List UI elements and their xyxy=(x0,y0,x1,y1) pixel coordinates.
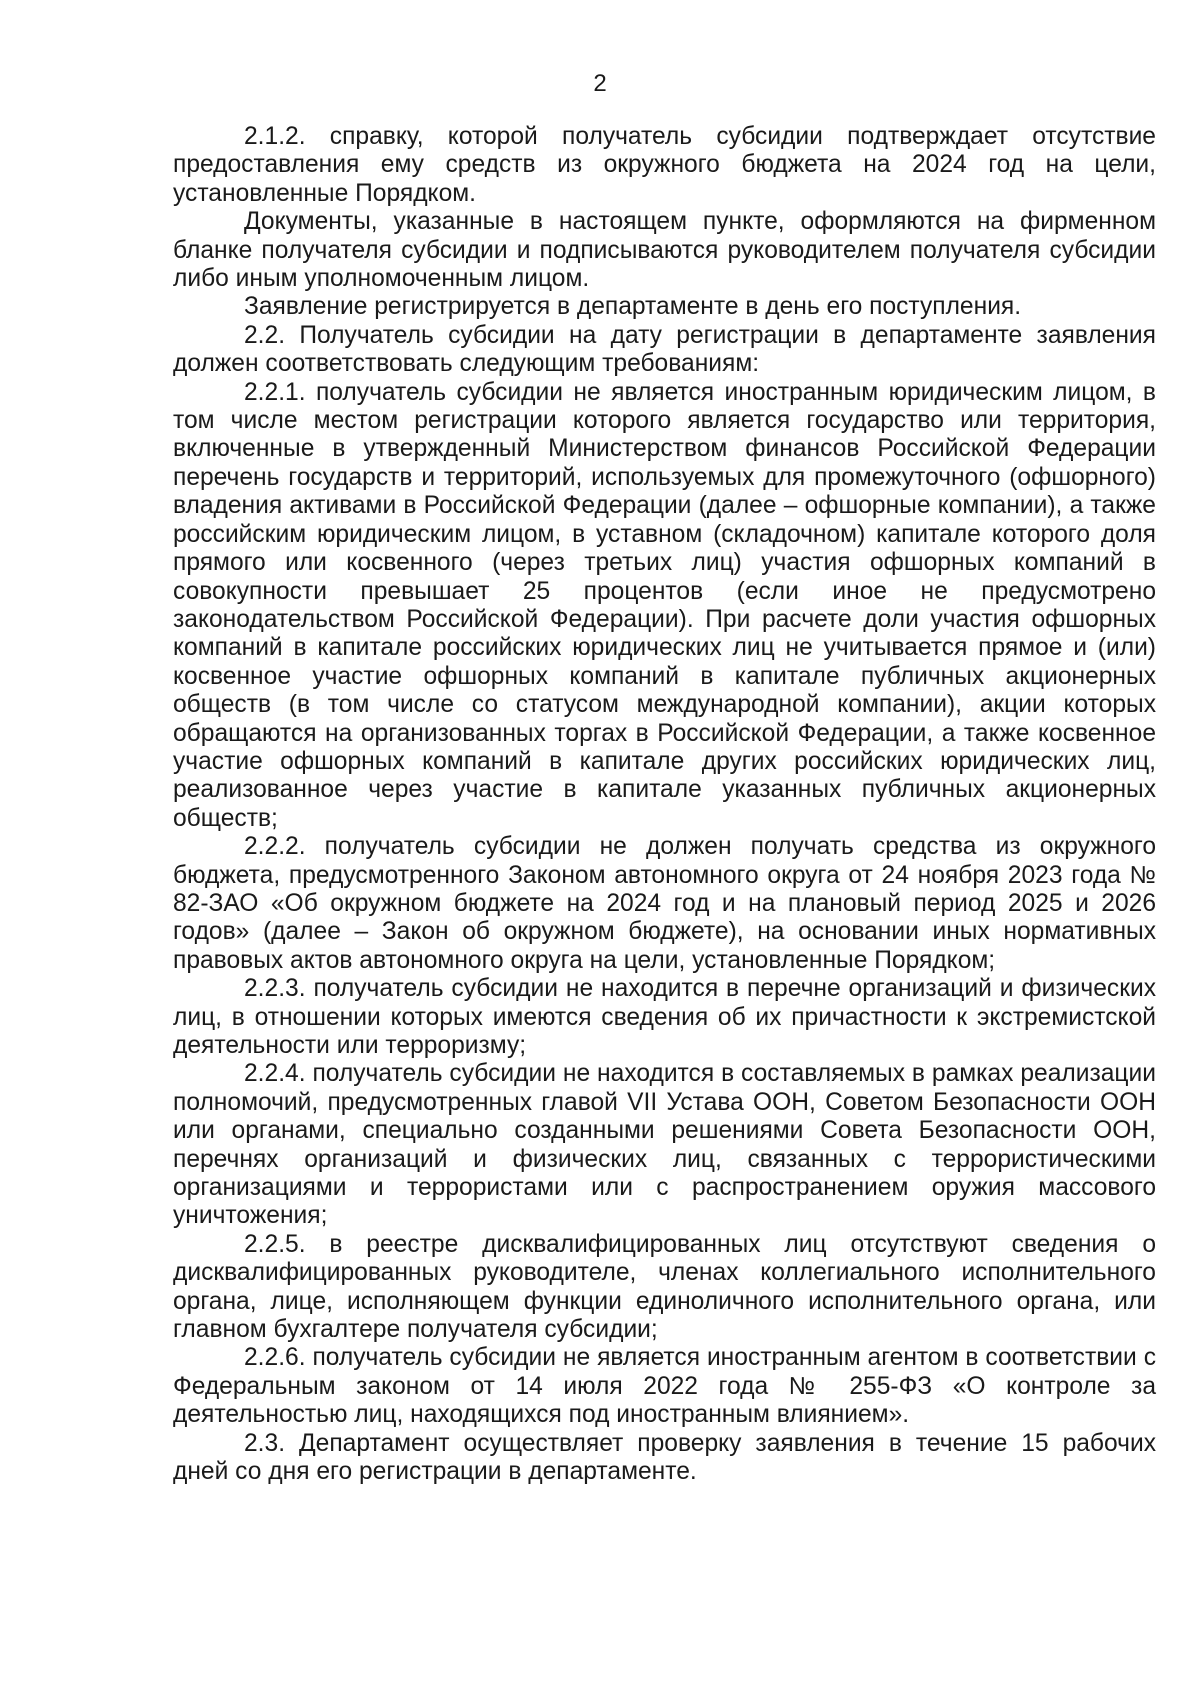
document-body xyxy=(173,123,1156,1487)
paragraph-2-2-6: 2.2.6. получатель субсидии не является иностранным агентом в соответствии с Федеральным законом от 14 июля 2022 года № 255-ФЗ «О контроле за деятельностью лиц, находящихся под иностранным влиянием». xyxy=(173,1344,1156,1429)
paragraph-2-2: 2.2. Получатель субсидии на дату регистрации в департаменте заявления должен соответствовать следующим требованиям: xyxy=(173,321,1156,378)
paragraph-2-3: 2.3. Департамент осуществляет проверку заявления в течение 15 рабочих дней со дня его регистрации в департаменте. xyxy=(173,1429,1156,1486)
paragraph-2-2-1: 2.2.1. получатель субсидии не является иностранным юридическим лицом, в том числе местом регистрации которого является государство или территория, включенные в утвержденный Министерством финансов Российской Федерации перечень государств и территорий, используемых для промежуточного (офшорного) владения активами в Российской Федерации (далее – офшорные компании), а также российским юридическим лицом, в уставном (складочном) капитале которого доля прямого или косвенного (через третьих лиц) участия офшорных компаний в совокупности превышает 25 процентов (если иное не предусмотрено законодательством Российской Федерации). При расчете доли участия офшорных компаний в капитале российских юридических лиц не учитывается прямое и (или) косвенное участие офшорных компаний в капитале публичных акционерных обществ (в том числе со статусом международной компании), акции которых обращаются на организованных торгах в Российской Федерации, а также косвенное участие офшорных компаний в капитале других российских юридических лиц, реализованное через участие в капитале указанных публичных акционерных обществ; xyxy=(173,378,1156,832)
paragraph-2-2-3: 2.2.3. получатель субсидии не находится в перечне организаций и физических лиц, в отношении которых имеются сведения об их причастности к экстремистской деятельности или терроризму; xyxy=(173,975,1156,1059)
page-number: 2 xyxy=(593,70,607,97)
paragraph-documents: Документы, указанные в настоящем пункте, оформляются на фирменном бланке получателя субсидии и подписываются руководителем получателя субсидии либо иным уполномоченным лицом. xyxy=(173,208,1156,293)
paragraph-2-2-4: 2.2.4. получатель субсидии не находится в составляемых в рамках реализации полномочий, предусмотренных главой VII Устава ООН, Советом Безопасности ООН или органами, специально созданными решениями Совета Безопасности ООН, перечнях организаций и физических лиц, связанных с террористическими организациями и террористами или с распространением оружия массового уничтожения; xyxy=(173,1060,1156,1230)
paragraph-2-2-2: 2.2.2. получатель субсидии не должен получать средства из окружного бюджета, предусмотренного Законом автономного округа от 24 ноября 2023 года № 82-ЗАО «Об окружном бюджете на 2024 год и на плановый период 2025 и 2026 годов» (далее – Закон об окружном бюджете), на основании иных нормативных правовых актов автономного округа на цели, установленные Порядком; xyxy=(173,833,1156,974)
paragraph-2-1-2: 2.1.2. справку, которой получатель субсидии подтверждает отсутствие предоставления ему средств из окружного бюджета на 2024 год на цели, установленные Порядком. xyxy=(173,123,1156,207)
paragraph-2-2-5: 2.2.5. в реестре дисквалифицированных лиц отсутствуют сведения о дисквалифицированных руководителе, членах коллегиального исполнительного органа, лице, исполняющем функции единоличного исполнительного органа, или главном бухгалтере получателя субсидии; xyxy=(173,1230,1156,1344)
paragraph-registration: Заявление регистрируется в департаменте в день его поступления. xyxy=(244,293,1022,321)
